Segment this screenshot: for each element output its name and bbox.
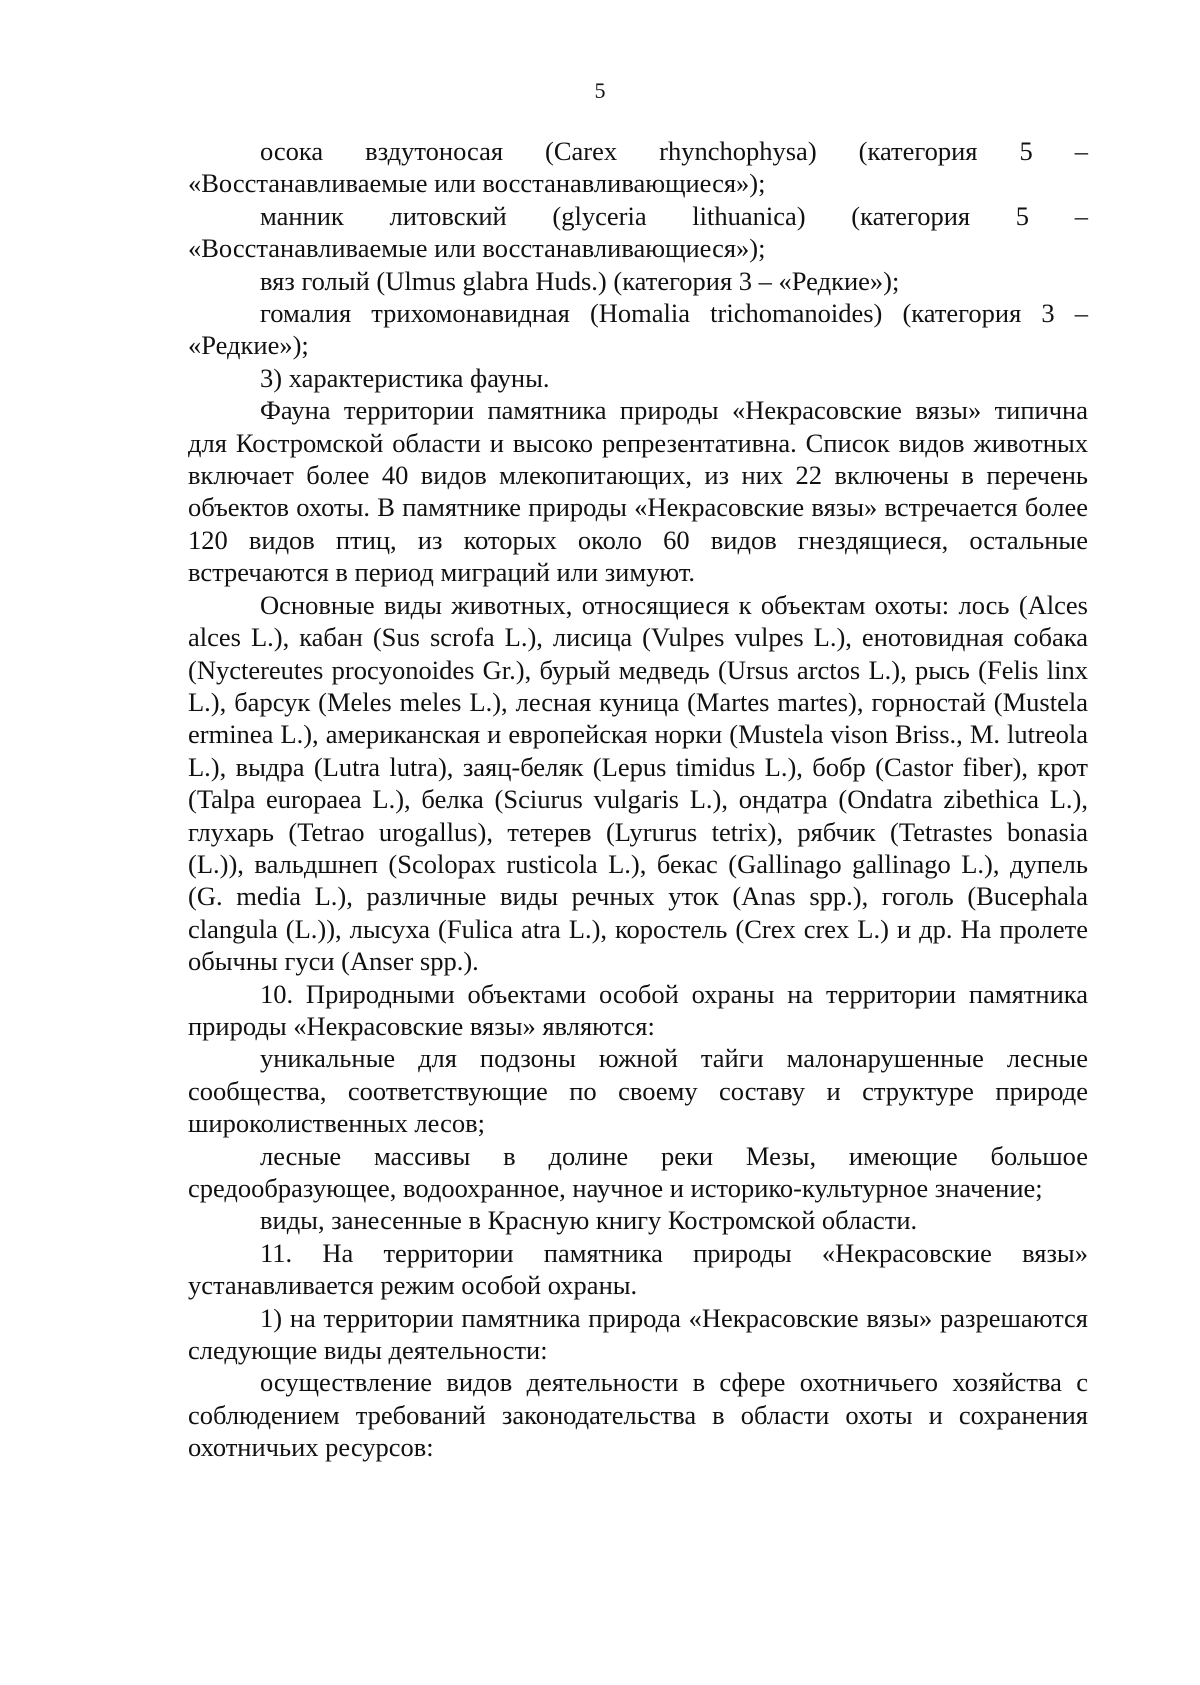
paragraph-allowed-activities: 1) на территории памятника природа «Некрасовские вязы» разрешаются следующие виды деятельности: bbox=[188, 1302, 1088, 1366]
paragraph-red-book: виды, занесенные в Красную книгу Костромской области. bbox=[260, 1205, 918, 1236]
paragraph-forest-communities: уникальные для подзоны южной тайги малонарушенные лесные сообщества, соответствующие по своему составу и структуре природе широколиственных лесов; bbox=[188, 1043, 1088, 1139]
paragraph-ulmus: вяз голый (Ulmus glabra Huds.) (категория 3 – «Редкие»); bbox=[260, 265, 900, 296]
paragraph-hunting: осуществление видов деятельности в сфере охотничьего хозяйства с соблюдением требований законодательства в области охоты и сохранения охотничьих ресурсов: bbox=[188, 1367, 1088, 1463]
paragraph-homalia: гомалия трихомонавидная (Homalia trichomanoides) (категория 3 – «Редкие»); bbox=[188, 298, 1088, 361]
paragraph-glyceria: манник литовский (glyceria lithuanica) (категория 5 – «Восстанавливаемые или восстанавливающиеся»); bbox=[188, 200, 1088, 264]
paragraph-carex: осока вздутоносая (Carex rhynchophysa) (категория 5 – «Восстанавливаемые или восстанавливающиеся»); bbox=[188, 136, 1088, 199]
paragraph-forest-massifs: лесные массивы в долине реки Мезы, имеющие большое средообразующее, водоохранное, научное и историко-культурное значение; bbox=[188, 1140, 1088, 1203]
paragraph-fauna-heading: 3) характеристика фауны. bbox=[260, 362, 550, 393]
body-text bbox=[188, 135, 1088, 1464]
paragraph-game-species: Основные виды животных, относящиеся к объектам охоты: лось (Alces alces L.), кабан (Sus scrofa L.), лисица (Vulpes vulpes L.), енотовидная собака (Nyctereutes procyonoides Gr.), бурый медведь (Ursus arctos L.), рысь (Felis linx L.), барсук (Meles meles L.), лесная куница (Martes martes), горностай (Mustela erminea L.), американская и европейская норки (Mustela vison Briss., M. lutreola L.), выдра (Lutra lutra), заяц-беляк (Lepus timidus L.), бобр (Castor fiber), крот (Talpa europaea L.), белка (Sciurus vulgaris L.), ондатра (Ondatra zibethica L.), глухарь (Tetrao urogallus), тетерев (Lyrurus tetrix), рябчик (Tetrastes bonasia (L.)), вальдшнеп (Scolopax rusticola L.), бекас (Gallinago gallinago L.), дупель (G. media L.), различные виды речных уток (Anas spp.), гоголь (Bucephala clangula (L.)), лысуха (Fulica atra L.), коростель (Crex crex L.) и др. На пролете обычны гуси (Anser spp.). bbox=[188, 589, 1088, 977]
paragraph-section-10: 10. Природными объектами особой охраны на территории памятника природы «Некрасовские вязы» являются: bbox=[188, 978, 1088, 1041]
paragraph-fauna-overview: Фауна территории памятника природы «Некрасовские вязы» типична для Костромской области и высоко репрезентативна. Список видов животных включает более 40 видов млекопитающих, из них 22 включены в перечень объектов охоты. В памятнике природы «Некрасовские вязы» встречается более 120 видов птиц, из которых около 60 видов гнездящиеся, остальные встречаются в период миграций или зимуют. bbox=[188, 395, 1088, 588]
page-number: 5 bbox=[594, 78, 606, 103]
paragraph-section-11: 11. На территории памятника природы «Некрасовские вязы» устанавливается режим особой охраны. bbox=[188, 1237, 1088, 1301]
